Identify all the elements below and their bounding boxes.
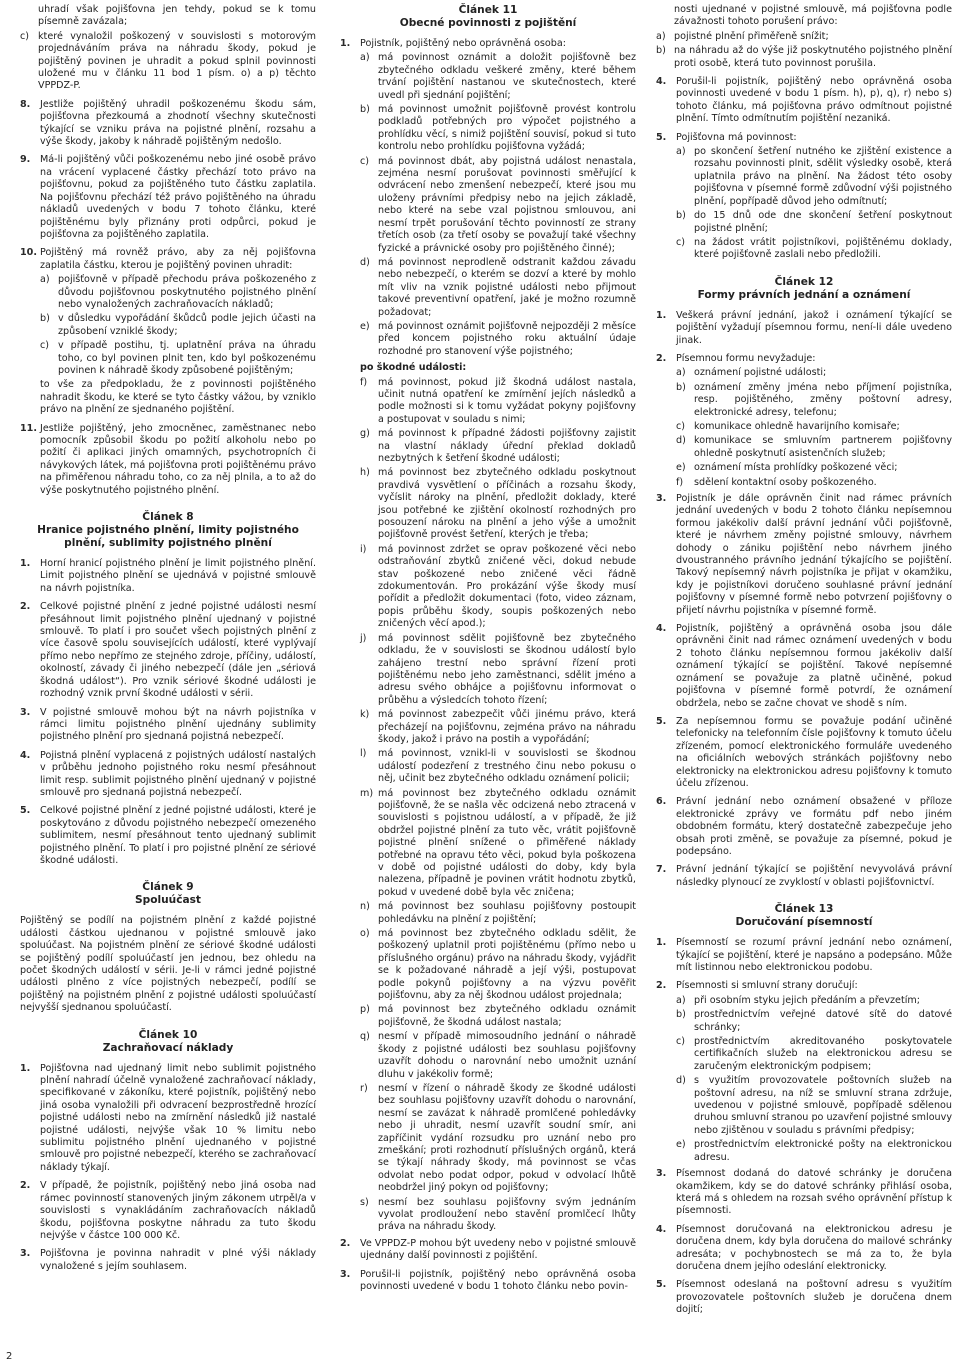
list-item-letter: f)	[360, 376, 368, 388]
list-item-text: má povinnost oznámit a doložit pojišťovně bez zbytečného odkladu veškeré změny, které během trvání pojištění nastanou ve skutečnostech, které uvedl při sjednání pojištění;	[378, 52, 636, 101]
list-item-text: má povinnost bez souhlasu pojišťovny postoupit pohledávku na plnění z pojištění;	[378, 901, 636, 925]
list-item-letter: e)	[360, 320, 370, 332]
numbered-item: 1. Písemností se rozumí právní jednání nebo oznámení, týkající se pojištění, které je napsáno a podepsáno. Může mít listinnou nebo elektronickou podobu.	[656, 937, 952, 973]
list-item-text: má povinnost k případné žádosti pojišťovny zajistit na vlastní náklady úřední překlad dokladů nezbytných k šetření škodné události;	[378, 428, 636, 464]
list-item-text: nesmí v řízení o náhradě škody ze škodné události bez souhlasu pojišťovny uzavřít dohodu o narovnání, nesmí se zavázat k náhradě promlčené pohledávky nebo ji uhradit, nesmí uzavřít soudní smír, ani zapříčinit vydání rozsudku pro uznání nebo pro zmeškání; proti rozhodnutí příslušných orgánů, která se týkají náhrady škody, má povinnost se včas odvolat nebo podat odpor, pokud v odvolací lhůtě neobdržel jiný pokyn od pojišťovny;	[378, 1082, 636, 1194]
list-item-letter: d)	[360, 256, 370, 268]
list-item-text: má povinnost bez zbytečného odkladu sdělit, že poškozený uplatnil proti pojištěnému (přímo nebo u příslušného orgánu) právo na náhradu škody, vyjádřit se k požadované náhradě a její výši, postupovat podle pokynů pojišťovny a na výzvu pověřit pojišťovnu, aby za něj škodnou událost projednala;	[378, 928, 636, 1002]
numbered-item-10: 10. Pojištěný má rovněž právo, aby za něj pojišťovna zaplatila částku, kterou je pojištěný povinen uhradit:	[20, 247, 316, 271]
numbered-item: 1. Pojišťovna nad ujednaný limit nebo sublimit pojistného plnění nahradí účelně vynaložené zachraňovací náklady, specifikované v zákoníku, které pojistník, pojištěný nebo jiná osoba vynaložili při odvracení bezprostředně hrozící pojistné události nebo na zmírnění následků již nastalé pojistné události, nejvýše však 10 % limitu nebo sublimitu pojistného plnění ujednaného v pojistné smlouvě pro pojistné nebezpečí, kterého se zachraňovací náklady týkají.	[20, 1062, 316, 1173]
list-item-letter: b)	[676, 1009, 686, 1021]
list-item	[360, 1031, 636, 1081]
numbered-item: 5. Celkové pojistné plnění z jedné pojistné události, které je poskytováno z důvodu pojistného nebezpečí omezeného sublimitem, nesmí přesáhnout tento ujednaný sublimit pojistného plnění. To platí i pro pojistné plnění ze sériové škodné události.	[20, 805, 316, 866]
list-item-text: komunikace se smluvním partnerem pojišťovny ohledně poskytnutí asistenčních služeb;	[694, 435, 952, 459]
list-item-letter: e)	[676, 1139, 686, 1151]
sublist	[656, 995, 952, 1164]
article-13-heading: Článek 13 Doručování písemností	[735, 903, 873, 929]
list-item-letter: o)	[360, 928, 370, 940]
list-item: a) pojistné plnění přiměřeně snížit;	[656, 30, 829, 42]
list-item-text: komunikace ohledně havarijního komisaře;	[694, 420, 900, 432]
article-12-heading: Článek 12 Formy právních jednání a oznámení	[697, 275, 911, 301]
numbered-item: 1. Horní hranicí pojistného plnění je limit pojistného plnění. Limit pojistného plnění se ujednává v pojistné smlouvě na návrh pojistníka.	[20, 558, 316, 594]
list-item-text: má povinnost, pokud již škodná událost nastala, učinit nutná opatření ke zmírnění jejích následků a podle možnosti si k tomu vyžádat pokyny pojišťovny a postupovat v souladu s nimi;	[378, 376, 636, 425]
list-item-letter: c)	[676, 1036, 686, 1048]
list-item-text: oznámení místa prohlídky poškozené věci;	[694, 462, 898, 474]
numbered-item-5: 5. Pojišťovna má povinnost:	[656, 131, 797, 143]
list-item-text: prostřednictvím veřejné datové sítě do datové schránky;	[694, 1009, 952, 1033]
list-item	[360, 428, 636, 465]
list-item: a) po skončení šetření nutného ke zjištění existence a rozsahu povinnosti plnit, sdělit výsledky osobě, která uplatnila právo na plnění. Na žádost této osoby pojišťovna v písemné formě zdůvodní výši pojistného plnění, popřípadě důvod jeho odmítnutí;	[676, 146, 952, 207]
list-item-letter: d)	[676, 435, 686, 447]
list-item-text: oznámení změny jména nebo příjmení pojistníka, resp. pojištěného, změny poštovní adresy, elektronické adresy, telefonu;	[694, 381, 952, 418]
list-item	[676, 477, 952, 489]
paragraph: nosti ujednané v pojistné smlouvě, má pojišťovna podle závažnosti tohoto porušení právo:	[674, 4, 952, 28]
list-item-letter: s)	[360, 1196, 369, 1208]
list-item	[360, 901, 636, 926]
numbered-item-2: 2. Ve VPPDZ-P mohou být uvedeny nebo v pojistné smlouvě ujednány další povinnosti z pojištění.	[340, 1237, 636, 1262]
numbered-item: 6. Právní jednání nebo oznámení obsažené v příloze elektronické zprávy ve formátu pdf nebo jiném obdobném formátu, který dostatečně zabezpečuje jeho obsah proti změně, se považuje za písemné, pokud je podepsáno.	[656, 796, 952, 857]
list-item	[676, 435, 952, 460]
list-item-letter: c)	[360, 155, 370, 167]
list-item-text: sdělení kontaktní osoby poškozeného.	[694, 476, 877, 488]
list-item	[360, 156, 636, 255]
list-item-letter: a)	[676, 994, 686, 1006]
list-item-text: má povinnost bez zbytečného odkladu poskytnout pravdivá vysvětlení o příčinách a rozsahu škody, vyčíslit nároky na plnění, předložit doklady, které jsou potřebné ke zjištění okolností rozhodných pro posouzení nároku na plnění a jeho výše a umožnit pojišťovně provést šetření, kterých je třeba;	[378, 467, 636, 541]
list-item: b) v důsledku vypořádání škůdců podle jejich účasti na způsobení vzniklé škody;	[40, 313, 316, 337]
list-item: c) na žádost vrátit pojistníkovi, pojištěnému doklady, které pojišťovně zaslali nebo předložili.	[676, 236, 952, 261]
list-item-letter: i)	[360, 543, 367, 555]
list-item	[360, 544, 636, 631]
numbered-item: 7. Právní jednání týkající se pojištění nevyvolává právní následky plynoucí ze zvyklostí v oblasti pojišťovnictví.	[656, 864, 952, 888]
paragraph: uhradí však pojišťovna jen tehdy, pokud se k tomu písemně zavázala;	[38, 4, 316, 28]
numbered-item: 5. Písemnost odeslaná na poštovní adresu s využitím provozovatele poštovních služeb je doručena dnem dojití;	[656, 1279, 952, 1316]
list-item-text: nesmí v případě mimosoudního jednání o náhradě škody z pojistné události bez souhlasu pojišťovny uzavřít dohodu o narovnání nebo umožnit uznání dluhu v jakékoliv formě;	[378, 1031, 636, 1080]
list-item	[676, 367, 952, 379]
list-item-text: má povinnost, vznikl-li v souvislosti se škodnou událostí podezření z trestného činu nebo pokusu o něj, učinit bez zbytečného odkladu oznámení policii;	[378, 748, 636, 785]
numbered-item-4: 4. Porušil-li pojistník, pojištěný nebo oprávněná osoba povinnosti uvedené v bodu 1 písm. h), p), q), r) nebo s) tohoto článku, má pojišťovna právo odmítnout pojistné plnění. Tímto odmítnutím pojištění nezaniká.	[656, 76, 952, 125]
numbered-item-1: 1. Pojistník, pojištěný nebo oprávněná osoba:	[340, 38, 566, 49]
numbered-item: 2. Písemnosti si smluvní strany doručují:	[656, 980, 858, 992]
after-event-obligations-list	[340, 377, 636, 1234]
list-item	[360, 1197, 636, 1234]
paragraph: to vše za předpokladu, že z povinnosti pojištěného nahradit škodu, ke které se tyto částky vážou, by vzniklo právo na plnění ze sjednaného pojištění.	[40, 379, 316, 416]
list-item	[360, 788, 636, 900]
list-item	[676, 382, 952, 419]
list-item-letter: q)	[360, 1031, 370, 1043]
list-item	[676, 421, 952, 433]
list-item-letter: k)	[360, 709, 370, 721]
numbered-item: 4. Pojistník, pojištěný a oprávněná osoba jsou dále oprávněni činit nad rámec oznámení uvedených v bodu 2 tohoto článku nepísemnou formou jakékoliv další oznámení týkající se pojištění. Takové nepísemné oznámení se považuje za platně učiněné, pokud pojišťovna v písemné formě potvrdí, že oznámení obdržela, nebo se začne chovat ve shodě s ním.	[656, 623, 952, 709]
paragraph: Pojištěný se podílí na pojistném plnění z každé pojistné události částkou ujednanou v pojistné smlouvě jako spoluúčast. Na pojistném plnění ze sériové škodné události se pojištěný podílí spoluúčastí jen jednou, bez ohledu na počet škodných událostí v sérii. Je-li v rámci jedné pojistné události plněno z více pojistných nebezpečí, podílí se pojištěný na pojistném plnění z pojistné události spoluúčastí nejvyšší sjednanou spoluúčastí.	[20, 915, 316, 1014]
list-item	[360, 928, 636, 1002]
list-item	[676, 1139, 952, 1164]
list-item-text: při osobním styku jejich předáním a převzetím;	[694, 994, 920, 1006]
list-item-letter: g)	[360, 428, 370, 440]
list-item-text: nesmí bez souhlasu pojišťovny svým jednáním vyvolat prodloužení nebo stavění promlčecí lhůty práva na náhradu škody.	[378, 1196, 636, 1233]
list-item-letter: a)	[676, 367, 686, 379]
list-item: c) které vynaložil poškozený v souvislosti s motorovým projednáváním práva na náhradu škody, pokud je pojištěný povinen je uhradit a pokud splnil povinnosti uložené mu v článku 11 bod 1 písm. o) a p) těchto VPPDZ-P.	[20, 30, 316, 92]
list-item	[360, 467, 636, 541]
numbered-item: 2. Písemnou formu nevyžaduje:	[656, 352, 816, 364]
list-item	[360, 377, 636, 427]
column-2	[340, 4, 636, 1299]
list-item: b) na náhradu až do výše již poskytnutého pojistného plnění proti osobě, která tuto povinnost porušila.	[656, 45, 952, 69]
article-9-heading: Článek 9 Spoluúčast	[134, 881, 201, 907]
list-item	[360, 633, 636, 707]
list-item	[676, 995, 952, 1007]
list-item-text: má povinnost sdělit pojišťovně bez zbytečného odkladu, že v souvislosti se škodnou událostí bylo zahájeno trestní nebo správní řízení proti pojištěnému nebo jeho zaměstnanci, sdělit jméno a adresu svého obhájce a pojišťovnu informovat o průběhu a výsledcích tohoto řízení;	[378, 632, 636, 706]
list-item-text: má povinnost neprodleně odstranit každou závadu nebo nebezpečí, o kterém se dozví a které by mohlo mít vliv na vznik pojistné události nebo přijmout takové preventivní opatření, jaké je možno rozumně požadovat;	[378, 256, 636, 318]
numbered-item-11: 11. Jestliže pojištěný, jeho zmocněnec, zaměstnanec nebo pomocník způsobil škodu po požití alkoholu nebo po požití či aplikaci jiných omamných, psychotropních či návykových látek, má pojišťovna proti pojištěnému právo na přiměřenou náhradu toho, co za něj plnila, a to až do výše poskytnutého pojistného plnění.	[20, 422, 316, 496]
column-1	[20, 4, 316, 1279]
numbered-item-8: 8. Jestliže pojištěný uhradil poškozenému škodu sám, pojišťovna přezkoumá a zhodnotí všechny skutečnosti týkající se vzniku práva na pojistné plnění, rozsahu a výše škody, jakoby k náhradě pojištěným nedošlo.	[20, 98, 316, 148]
list-item-letter: h)	[360, 467, 370, 479]
list-item-letter: b)	[360, 104, 370, 116]
list-item-text: má povinnost dbát, aby pojistná událost nenastala, zejména nesmí porušovat povinnosti směřující k odvrácení nebo zmenšení nebezpečí, které jsou mu uloženy právními předpisy nebo na jejich základě, nebo které na sebe vzal pojistnou smlouvou, ani nesmí trpět porušování těchto povinností ze strany třetích osob (za třetí osoby se považují také všechny fyzické a právnické osoby pro pojištěného činné);	[378, 155, 636, 254]
obligations-list	[340, 52, 636, 358]
numbered-item: 2. V případě, že pojistník, pojištěný nebo jiná osoba nad rámec povinností stanovených jiným zákonem utrpěl/a v souvislosti s vynakládáním zachraňovacích nákladů škodu, pojišťovna poskytne náhradu za tuto škodu nejvýše v částce 100 000 Kč.	[20, 1180, 316, 1241]
numbered-item: 1. Veškerá právní jednání, jakož i oznámení týkající se pojištění vyžadují písemnou formu, není-li dále uvedeno jinak.	[656, 309, 952, 346]
section-label: po škodné události:	[360, 362, 467, 374]
numbered-item-9: 9. Má-li pojištěný vůči poškozenému nebo jiné osobě právo na vrácení vyplacené částky přechází toto právo na pojišťovnu, pokud za pojištěného tuto částku zaplatila. Na pojišťovnu přechází též právo pojištěného na úhradu nákladů uvedených v bodu 7 tohoto článku, které pojištěnému byly přiznány proti odpůrci, pokud je pojišťovna za pojištěného zaplatila.	[20, 154, 316, 240]
numbered-item: 5. Za nepísemnou formu se považuje podání učiněné telefonicky na telefonním čísle pojišťovny k tomuto účelu zřízeném, pomocí elektronického formuláře uvedeného na oficiálních webových stránkách pojišťovny nebo elektronicky na elektronickou adresu pojišťovny k tomuto účelu zřízenou.	[656, 715, 952, 789]
sublist	[20, 274, 316, 416]
article-11-heading: Článek 11 Obecné povinnosti z pojištění	[399, 4, 577, 29]
list-item-letter: j)	[360, 632, 367, 644]
list-item-letter: c)	[676, 420, 686, 432]
list-item-letter: d)	[676, 1075, 686, 1087]
list-item-letter: e)	[676, 462, 686, 474]
list-item	[360, 257, 636, 319]
column-3	[656, 4, 952, 1323]
list-item-text: s využitím provozovatele poštovních služeb na poštovní adresu, na níž se smluvní strana zdržuje, uvedenou v pojistné smlouvě, popřípadě sdělenou druhou smluvní stranou po uzavření pojistné smlouvy nebo zjištěnou v souladu s právními předpisy;	[694, 1075, 952, 1136]
list-item	[360, 52, 636, 102]
list-item	[360, 1004, 636, 1029]
numbered-item: 2. Celkové pojistné plnění z jedné pojistné události nesmí přesáhnout limit pojistného plnění ujednaný v pojistné smlouvě. To platí i pro součet všech pojistných plnění z více časově spolu souvisejících událostí, které vyplývají přímo nebo nepřímo ze stejného zdroje, příčiny, událostí, okolností, závady či jiného nebezpečí (dále jen „sériová škodná událost“). Pro vznik sériové škodné události je rozhodný vznik první škodné události v sérii.	[20, 601, 316, 700]
list-item-text: má povinnost umožnit pojišťovně provést kontrolu podkladů potřebných pro výpočet pojistného a prohlídku věcí, s nimiž pojištění souvisí, pokud si tuto kontrolu nebo prohlídku pojišťovna vyžádá;	[378, 104, 636, 153]
list-item-letter: l)	[360, 748, 367, 760]
sublist	[656, 146, 952, 262]
numbered-item: 3. Pojistník je dále oprávněn činit nad rámec právních jednání uvedených v bodu 2 tohoto článku nepísemnou formou jakékoliv další právní jednání vůči pojišťovně, které je návrhem změny pojistné smlouvy, návrhem dohody o zániku pojištění nebo návrhem jiného dvoustranného právního jednání týkajícího se pojištění. Takový nepísemný návrh pojistníka je přijat v okamžiku, kdy je pojistníkovi doručeno souhlasné právní jednání pojišťovny v písemné formě nebo potvrzení pojišťovny o přijetí návrhu pojistníka v písemné formě.	[656, 493, 952, 616]
list-item: a) pojišťovně v případě přechodu práva poškozeného z důvodu pojišťovnou poskytnutého pojistného plnění nebo vynaložených zachraňovacích nákladů;	[40, 274, 316, 310]
sublist	[656, 367, 952, 489]
numbered-item: 3. Pojišťovna je povinna nahradit v plné výši náklady vynaložené s jejím souhlasem.	[20, 1248, 316, 1272]
list-item-text: prostřednictvím akreditovaného poskytovatele certifikačních služeb na elektronickou adresu se zaručeným elektronickým podpisem;	[694, 1036, 952, 1072]
list-item-letter: n)	[360, 901, 370, 913]
article-10-heading: Článek 10 Zachraňovací náklady	[102, 1028, 234, 1054]
list-item-letter: p)	[360, 1004, 370, 1016]
numbered-item: 4. Pojistná plnění vyplacená z pojistných událostí nastalých v průběhu jednoho pojistného roku nesmí přesáhnout limit resp. sublimit pojistného plnění ujednaný v pojistné smlouvě pro sjednaná pojistná nebezpečí.	[20, 749, 316, 798]
article-8-heading: Článek 8 Hranice pojistného plnění, limity pojistného plnění, sublimity pojistného plnění	[37, 511, 299, 550]
page-number: 2	[6, 1351, 13, 1362]
list-item-letter: m)	[360, 787, 374, 799]
numbered-item: 3. Písemnost dodaná do datové schránky je doručena okamžikem, kdy se do datové schránky přihlásí osoba, která má s ohledem na rozsah svého oprávnění přístup k písemnosti.	[656, 1168, 952, 1217]
list-item	[676, 462, 952, 474]
list-item	[676, 1009, 952, 1034]
list-item	[360, 104, 636, 154]
list-item	[360, 321, 636, 358]
list-item: c) v případě postihu, tj. uplatnění práva na úhradu toho, co byl povinen plnit ten, kdo byl poškozenému povinen k náhradě škody způsobené pojištěným;	[40, 340, 316, 376]
list-item-text: má povinnost bez zbytečného odkladu oznámit pojišťovně, že se našla věc odcizená nebo ztracená v souvislosti s pojistnou událostí, a v případě, že již obdržel pojistné plnění za tuto věc, vrátit pojišťovně pojistné plnění snížené o přiměřené náklady potřebné na opravu této věci, pokud byla poškozena v době od pojistné události do doby, kdy byla nalezena, případně je povinen vrátit hodnotu zbytků, pokud v uvedené době byla věc zničena;	[378, 787, 636, 898]
list-item-text: má povinnost zabezpečit vůči jinému právo, která přecházejí na pojišťovnu, zejména právo na náhradu škody, jakož i právo na postih a vypořádání;	[378, 709, 636, 745]
list-item-letter: r)	[360, 1082, 368, 1094]
list-item	[676, 1036, 952, 1073]
list-item-text: má povinnost bez zbytečného odkladu oznámit pojišťovně, že škodná událost nastala;	[378, 1004, 636, 1028]
list-item	[360, 1083, 636, 1195]
list-item-letter: f)	[676, 476, 684, 488]
numbered-item: 3. V pojistné smlouvě mohou být na návrh pojistníka v rámci limitu pojistného plnění ujednány sublimity pojistného plnění pro sjednaná pojistná nebezpečí.	[20, 706, 316, 743]
list-item: b) do 15 dnů ode dne skončení šetření poskytnout pojistné plnění;	[676, 210, 952, 234]
list-item	[676, 1075, 952, 1137]
list-item-text: oznámení pojistné události;	[694, 367, 827, 379]
numbered-item: 4. Písemnost doručovaná na elektronickou adresu je doručena dnem, kdy byla doručena do mailové schránky adresáta; v pochybnostech se má za to, že byla doručena dnem jejího odeslání elektronicky.	[656, 1223, 952, 1272]
numbered-item-3: 3. Porušil-li pojistník, pojištěný nebo oprávněná osoba povinnosti uvedené v bodu 1 tohoto článku nebo povin-	[340, 1268, 636, 1292]
list-item	[360, 748, 636, 785]
list-item-letter: a)	[360, 52, 370, 64]
list-item-letter: b)	[676, 381, 686, 393]
list-item-text: prostřednictvím elektronické pošty na elektronickou adresu.	[694, 1139, 952, 1163]
list-item-text: má povinnost zdržet se oprav poškozené věci nebo odstraňování zbytků zničené věci, dokud nebude stav poškozené nebo zničené věci řádně zdokumentován. Pro prokázání výše škody musí pořídit a předložit dokumentaci (foto, video záznam, popis průběhu škody, soupis poškozených nebo zničených věcí apod.);	[378, 543, 636, 630]
list-item	[360, 709, 636, 746]
list-item-text: má povinnost oznámit pojišťovně nejpozději 2 měsíce před koncem pojistného roku aktuální údaje rozhodné pro stanovení výše pojistného;	[378, 320, 636, 357]
